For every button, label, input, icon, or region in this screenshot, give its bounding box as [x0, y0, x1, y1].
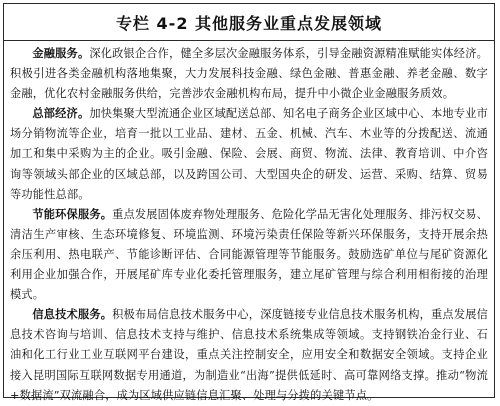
- section-heading: 信息技术服务。: [32, 308, 113, 322]
- section-body: 加快集聚大型流通企业区域配送总部、知名电子商务企业区域中心、本地专业市场分销物流等企业，培育一批以工业品、建材、五金、机械、汽车、木业等的分拨配送、流通加工和集中采购为主的企业。吸引金融、保险、会展、商贸、物流、法律、教育培训、中介咨询等领域头部企业的区域总部，以及跨国公司、大型国央企的研发、运营、采购、结算、贸易等功能性总部。: [10, 107, 488, 201]
- feature-box: [3, 3, 495, 402]
- section-it-services: [10, 305, 488, 405]
- section-environmental: [10, 205, 488, 305]
- section-finance: [10, 44, 488, 104]
- section-headquarters: [10, 104, 488, 204]
- section-heading: 总部经济。: [32, 107, 90, 121]
- box-content: [4, 41, 494, 406]
- section-body: 积极布局信息技术服务中心，深度链接专业信息技术服务机构，重点发展信息技术咨询与培训、信息技术支持与维护、信息技术系统集成等领域。支持钢铁冶金行业、石油和化工行业工业互联网平台建设，重点关注控制安全，应用安全和数据安全领域。支持企业接入昆明国际互联网数据专用通道，为制造业“出海”提供低延时、高可靠网络支撑。推动“物流+数据流”双流融合，成为区域供应链信息汇聚、处理与分拨的关键节点。: [10, 308, 488, 402]
- box-title: 专栏 4-2 其他服务业重点发展领域: [115, 13, 383, 33]
- title-row: [4, 4, 494, 41]
- section-body: 重点发展固体废弃物处理服务、危险化学品无害化处理服务、排污权交易、清洁生产审核、生态环境修复、环境监测、环境污染责任保险等新兴环保服务，支持开展余热余压利用、热电联产、节能诊断评估、合同能源管理等节能服务。鼓励选矿单位与尾矿资源化利用企业加强合作，开展尾矿库专业化委托管理服务，建立尾矿管理与综合利用相衔接的治理模式。: [10, 207, 488, 302]
- section-heading: 节能环保服务。: [32, 207, 113, 221]
- section-heading: 金融服务。: [32, 47, 90, 60]
- section-body: 深化政银企合作，健全多层次金融服务体系，引导金融资源精准赋能实体经济。积极引进各类金融机构落地集聚，大力发展科技金融、绿色金融、普惠金融、养老金融、数字金融，优化农村金融服务供给，完善涉农金融机构布局，提升中小微企业金融服务质效。: [10, 47, 488, 101]
